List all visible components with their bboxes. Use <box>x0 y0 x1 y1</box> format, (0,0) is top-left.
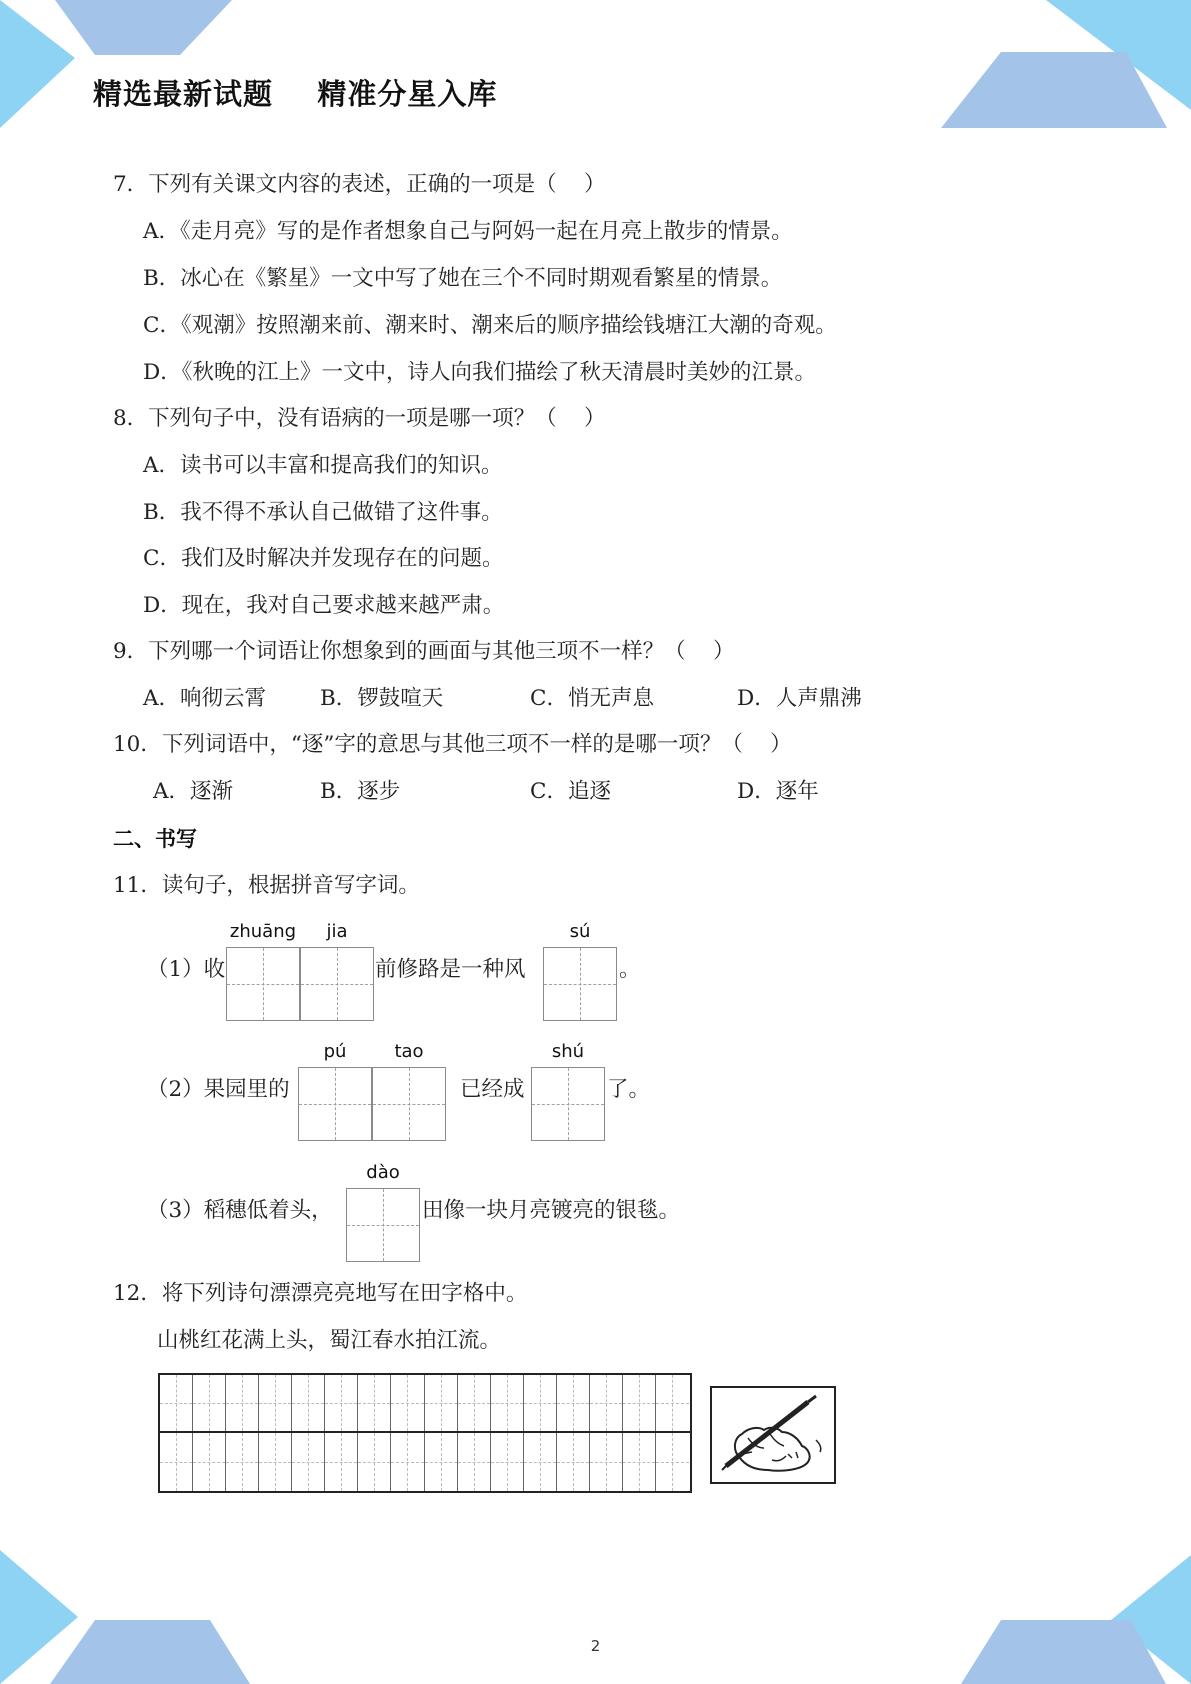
question-12-stem: 12．将下列诗句漂漂亮亮地写在田字格中。 <box>113 1281 528 1306</box>
pinyin-tao: tao <box>394 1041 424 1062</box>
question-8-option-b: B．我不得不承认自己做错了这件事。 <box>143 500 503 525</box>
writing-grid-row <box>160 1433 690 1491</box>
writing-grid-cell[interactable] <box>557 1375 590 1431</box>
writing-grid-cell[interactable] <box>391 1375 424 1431</box>
question-7-option-a: A．《走月亮》写的是作者想象自己与阿妈一起在月亮上散步的情景。 <box>143 219 793 244</box>
question-9-option-c: C．悄无声息 <box>530 686 654 711</box>
writing-grid-cell[interactable] <box>391 1433 424 1491</box>
writing-grid-cell[interactable] <box>425 1433 458 1491</box>
pinyin-pu: pú <box>323 1041 347 1062</box>
header-title: 精选最新试题 精准分星入库 <box>93 77 498 111</box>
pinyin-su: sú <box>569 921 591 942</box>
question-8-option-c: C．我们及时解决并发现存在的问题。 <box>143 546 504 571</box>
writing-grid-cell[interactable] <box>193 1433 226 1491</box>
question-9-stem: 9．下列哪一个词语让你想象到的画面与其他三项不一样？（ ） <box>113 639 735 664</box>
writing-grid-cell[interactable] <box>491 1375 524 1431</box>
writing-grid-cell[interactable] <box>358 1375 391 1431</box>
question-8-stem: 8．下列句子中，没有语病的一项是哪一项？（ ） <box>113 406 606 431</box>
question-10-option-c: C．追逐 <box>530 779 611 804</box>
writing-grid-cell[interactable] <box>226 1433 259 1491</box>
writing-grid-cell[interactable] <box>292 1433 325 1491</box>
sentence-3-prefix: （3）稻穗低着头， <box>147 1198 333 1223</box>
tianzige-box[interactable] <box>226 947 300 1021</box>
writing-grid-cell[interactable] <box>590 1433 623 1491</box>
sentence-2-prefix: （2）果园里的 <box>147 1077 290 1102</box>
writing-grid-cell[interactable] <box>259 1375 292 1431</box>
writing-grid-cell[interactable] <box>358 1433 391 1491</box>
pinyin-dao: dào <box>366 1162 400 1183</box>
writing-grid[interactable] <box>158 1373 692 1493</box>
writing-grid-cell[interactable] <box>557 1433 590 1491</box>
writing-grid-cell[interactable] <box>458 1433 491 1491</box>
sentence-2-suffix: 了。 <box>607 1077 651 1102</box>
question-9-option-b: B．锣鼓喧天 <box>320 686 444 711</box>
writing-grid-cell[interactable] <box>425 1375 458 1431</box>
writing-grid-cell[interactable] <box>656 1375 689 1431</box>
pinyin-shu: shú <box>551 1041 585 1062</box>
poem-line: 山桃红花满上头，蜀江春水拍江流。 <box>157 1328 502 1353</box>
question-7-option-d: D．《秋晚的江上》一文中，诗人向我们描绘了秋天清晨时美妙的江景。 <box>143 360 816 385</box>
tianzige-box[interactable] <box>300 947 374 1021</box>
question-9-option-a: A．响彻云霄 <box>143 686 267 711</box>
sentence-1-prefix: （1）收 <box>147 957 226 982</box>
writing-grid-cell[interactable] <box>325 1433 358 1491</box>
section-2-title: 二、书写 <box>113 827 197 851</box>
sentence-1-middle: 前修路是一种风 <box>375 957 526 982</box>
question-10-stem: 10．下列词语中，“逐”字的意思与其他三项不一样的是哪一项？（ ） <box>113 732 792 757</box>
writing-grid-cell[interactable] <box>292 1375 325 1431</box>
writing-grid-cell[interactable] <box>160 1375 193 1431</box>
sentence-3-suffix: 田像一块月亮镀亮的银毯。 <box>422 1198 681 1223</box>
writing-grid-cell[interactable] <box>259 1433 292 1491</box>
question-10-option-a: A．逐渐 <box>153 779 234 804</box>
writing-grid-cell[interactable] <box>524 1375 557 1431</box>
writing-grid-row <box>160 1375 690 1433</box>
writing-grid-cell[interactable] <box>325 1375 358 1431</box>
question-7-option-b: B．冰心在《繁星》一文中写了她在三个不同时期观看繁星的情景。 <box>143 266 783 291</box>
hand-pen-icon <box>712 1388 834 1482</box>
question-7-stem: 7．下列有关课文内容的表述，正确的一项是（ ） <box>113 172 606 197</box>
page-number: 2 <box>590 1637 601 1655</box>
question-8-option-a: A．读书可以丰富和提高我们的知识。 <box>143 453 503 478</box>
question-10-option-b: B．逐步 <box>320 779 401 804</box>
tianzige-box[interactable] <box>298 1067 372 1141</box>
bottom-right-decoration <box>961 1540 1191 1684</box>
writing-grid-cell[interactable] <box>656 1433 689 1491</box>
question-9-option-d: D．人声鼎沸 <box>737 686 862 711</box>
bottom-left-decoration <box>0 1540 260 1684</box>
writing-grid-cell[interactable] <box>590 1375 623 1431</box>
top-right-decoration <box>931 0 1191 130</box>
writing-grid-cell[interactable] <box>226 1375 259 1431</box>
writing-grid-cell[interactable] <box>160 1433 193 1491</box>
question-11-stem: 11．读句子，根据拼音写字词。 <box>113 873 420 898</box>
question-7-option-c: C．《观潮》按照潮来前、潮来时、潮来后的顺序描绘钱塘江大潮的奇观。 <box>143 313 837 338</box>
tianzige-box[interactable] <box>346 1188 420 1262</box>
pinyin-zhuang: zhuāng <box>229 921 297 942</box>
tianzige-box[interactable] <box>531 1067 605 1141</box>
sentence-2-middle: 已经成 <box>460 1077 525 1102</box>
tianzige-box[interactable] <box>372 1067 446 1141</box>
question-10-option-d: D．逐年 <box>737 779 819 804</box>
writing-grid-cell[interactable] <box>623 1375 656 1431</box>
writing-grid-cell[interactable] <box>193 1375 226 1431</box>
tianzige-box[interactable] <box>543 947 617 1021</box>
question-8-option-d: D．现在，我对自己要求越来越严肃。 <box>143 593 505 618</box>
writing-grid-cell[interactable] <box>458 1375 491 1431</box>
sentence-1-suffix: 。 <box>619 957 641 982</box>
writing-hand-illustration <box>710 1386 836 1484</box>
writing-grid-cell[interactable] <box>491 1433 524 1491</box>
writing-grid-cell[interactable] <box>524 1433 557 1491</box>
writing-grid-cell[interactable] <box>623 1433 656 1491</box>
pinyin-jia: jia <box>326 921 348 942</box>
